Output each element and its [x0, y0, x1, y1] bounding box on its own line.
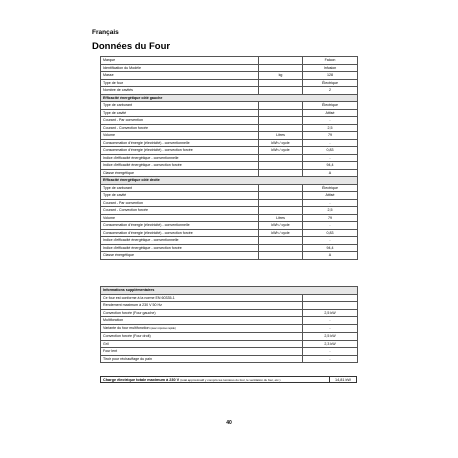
row-label: Marque — [101, 57, 259, 65]
row-label: Four lent — [101, 348, 303, 356]
table-row — [101, 109, 358, 117]
row-unit — [259, 237, 303, 245]
row-label: Convection forcée (Four gauche) — [101, 309, 303, 317]
table-row — [101, 132, 358, 140]
row-label: Convection forcée (Four droit) — [101, 333, 303, 341]
total-charge-value: 14,81 kW — [329, 377, 356, 382]
row-unit — [259, 252, 303, 260]
row-value: 79 — [303, 132, 358, 140]
row-label: Classe énergétique — [101, 252, 259, 260]
language-label: Français — [92, 29, 119, 36]
row-value: - — [303, 117, 358, 125]
row-label: Indice d'efficacité énergétique - conventionnelle — [101, 237, 259, 245]
row-unit — [259, 244, 303, 252]
row-unit — [259, 79, 303, 87]
row-value: 2,5 — [303, 207, 358, 215]
row-value — [303, 302, 358, 310]
table-row — [101, 72, 358, 80]
section-title: Informations supplémentaires — [101, 287, 358, 295]
row-value: Attisé — [303, 109, 358, 117]
row-unit — [259, 162, 303, 170]
row-label: Variante du four multifonction (avec réponse rapide) — [101, 324, 303, 333]
table-row — [101, 162, 358, 170]
row-value: - — [303, 199, 358, 207]
table-row — [101, 184, 358, 192]
table-row — [101, 294, 358, 302]
table-row — [101, 340, 358, 348]
row-unit — [259, 169, 303, 177]
row-label: Identification du Modèle — [101, 64, 259, 72]
table-row — [101, 64, 358, 72]
row-label: Indice d'efficacité énergétique - convection forcée — [101, 244, 259, 252]
table-row — [101, 102, 358, 110]
row-value: Électrique — [303, 184, 358, 192]
row-value: A — [303, 252, 358, 260]
row-value: Falcon — [303, 57, 358, 65]
row-value — [303, 294, 358, 302]
table-row — [101, 333, 358, 341]
table-row — [101, 222, 358, 230]
table-row — [101, 87, 358, 95]
table-row — [101, 244, 358, 252]
row-value: 79 — [303, 214, 358, 222]
table-row — [101, 192, 358, 200]
row-label: Gril — [101, 340, 303, 348]
oven-data-table — [100, 56, 358, 260]
additional-info-table — [100, 286, 358, 363]
row-label: Type de carburant — [101, 184, 259, 192]
row-unit — [259, 57, 303, 65]
row-value: - — [303, 139, 358, 147]
table-row — [101, 207, 358, 215]
row-unit — [259, 192, 303, 200]
row-value: - — [303, 355, 358, 363]
row-label: Multifonction — [101, 317, 303, 325]
row-unit: kWh / cycle — [259, 147, 303, 155]
row-value: 94,4 — [303, 244, 358, 252]
row-label: Masse — [101, 72, 259, 80]
table-row — [101, 324, 358, 333]
row-label: Type de carburant — [101, 102, 259, 110]
row-label: Type de cavité — [101, 192, 259, 200]
row-value: Électrique — [303, 79, 358, 87]
row-value: - — [303, 154, 358, 162]
row-unit: kWh / cycle — [259, 222, 303, 230]
row-unit — [259, 184, 303, 192]
row-unit — [259, 124, 303, 132]
page-title: Données du Four — [92, 41, 171, 52]
row-unit: Litres — [259, 132, 303, 140]
row-unit: kWh / cycle — [259, 229, 303, 237]
row-value: 94,4 — [303, 162, 358, 170]
total-charge-label: Charge électrique totale maximum à 230 V (total approximatif y compris les lumières du four, le ventilation du four, etc.) — [103, 378, 281, 382]
row-value: 2,5 kW — [303, 333, 358, 341]
row-value: - — [303, 324, 358, 333]
table-row — [101, 229, 358, 237]
row-value: Attisé — [303, 192, 358, 200]
row-value: 2,3 kW — [303, 340, 358, 348]
row-label: Indice d'efficacité énergétique - conventionnelle — [101, 154, 259, 162]
row-value: A — [303, 169, 358, 177]
row-label: Consommation d'énergie (électricité) - convection forcée — [101, 147, 259, 155]
total-charge-box — [100, 376, 357, 383]
row-label: Courant - Convection forcée — [101, 207, 259, 215]
section-title: Efficacité énergétique côté gauche — [101, 94, 358, 102]
row-unit — [259, 109, 303, 117]
row-unit: Litres — [259, 214, 303, 222]
row-label: Type de four — [101, 79, 259, 87]
row-label: Courant - Par convention — [101, 199, 259, 207]
row-value: - — [303, 222, 358, 230]
section-title: Efficacité énergétique côté droite — [101, 177, 358, 185]
row-value: 2,5 kW — [303, 309, 358, 317]
table-row — [101, 124, 358, 132]
row-value: Infusion — [303, 64, 358, 72]
row-unit: kg — [259, 72, 303, 80]
row-value: Électrique — [303, 102, 358, 110]
row-unit — [259, 117, 303, 125]
table-row — [101, 309, 358, 317]
row-label: Ce four est conforme à la norme EN 60335-1 — [101, 294, 303, 302]
table-row — [101, 139, 358, 147]
table-row — [101, 302, 358, 310]
section-header-row — [101, 287, 358, 295]
table-row — [101, 355, 358, 363]
row-label: Nombre de cavités — [101, 87, 259, 95]
row-label: Consommation d'énergie (électricité) - conventionnelle — [101, 222, 259, 230]
row-label: Indice d'efficacité énergétique - convection forcée — [101, 162, 259, 170]
row-unit — [259, 207, 303, 215]
row-label: Volume — [101, 132, 259, 140]
row-label: Classe énergétique — [101, 169, 259, 177]
row-label: Type de cavité — [101, 109, 259, 117]
row-label: Tiroir pour réchauffage du pain — [101, 355, 303, 363]
table-row — [101, 57, 358, 65]
row-note: (avec réponse rapide) — [150, 326, 176, 330]
row-label: Volume — [101, 214, 259, 222]
table-row — [101, 348, 358, 356]
table-row — [101, 154, 358, 162]
table-row — [101, 214, 358, 222]
row-value: - — [303, 348, 358, 356]
row-label: Consommation d'énergie (électricité) - convection forcée — [101, 229, 259, 237]
table-row — [101, 237, 358, 245]
row-value: 2,5 — [303, 124, 358, 132]
total-charge-note: (total approximatif y compris les lumières du four, le ventilation du four, etc.) — [180, 378, 281, 382]
row-unit — [259, 64, 303, 72]
row-label: Consommation d'énergie (électricité) - conventionnelle — [101, 139, 259, 147]
table-row — [101, 147, 358, 155]
row-value: 128 — [303, 72, 358, 80]
row-unit — [259, 199, 303, 207]
table-row — [101, 317, 358, 325]
row-unit — [259, 102, 303, 110]
row-unit: kWh / cycle — [259, 139, 303, 147]
row-value: 0,83 — [303, 147, 358, 155]
section-header-row — [101, 177, 358, 185]
row-unit — [259, 87, 303, 95]
page-number: 40 — [226, 420, 232, 426]
row-value: - — [303, 317, 358, 325]
table-row — [101, 117, 358, 125]
row-label: Rendement maximum à 230 V 50 Hz — [101, 302, 303, 310]
section-header-row — [101, 94, 358, 102]
row-unit — [259, 154, 303, 162]
table-row — [101, 252, 358, 260]
row-value: 2 — [303, 87, 358, 95]
table-row — [101, 169, 358, 177]
row-value: - — [303, 237, 358, 245]
table-row — [101, 199, 358, 207]
row-label: Courant - Convection forcée — [101, 124, 259, 132]
table-row — [101, 79, 358, 87]
row-label: Courant - Par convention — [101, 117, 259, 125]
row-value: 0,83 — [303, 229, 358, 237]
